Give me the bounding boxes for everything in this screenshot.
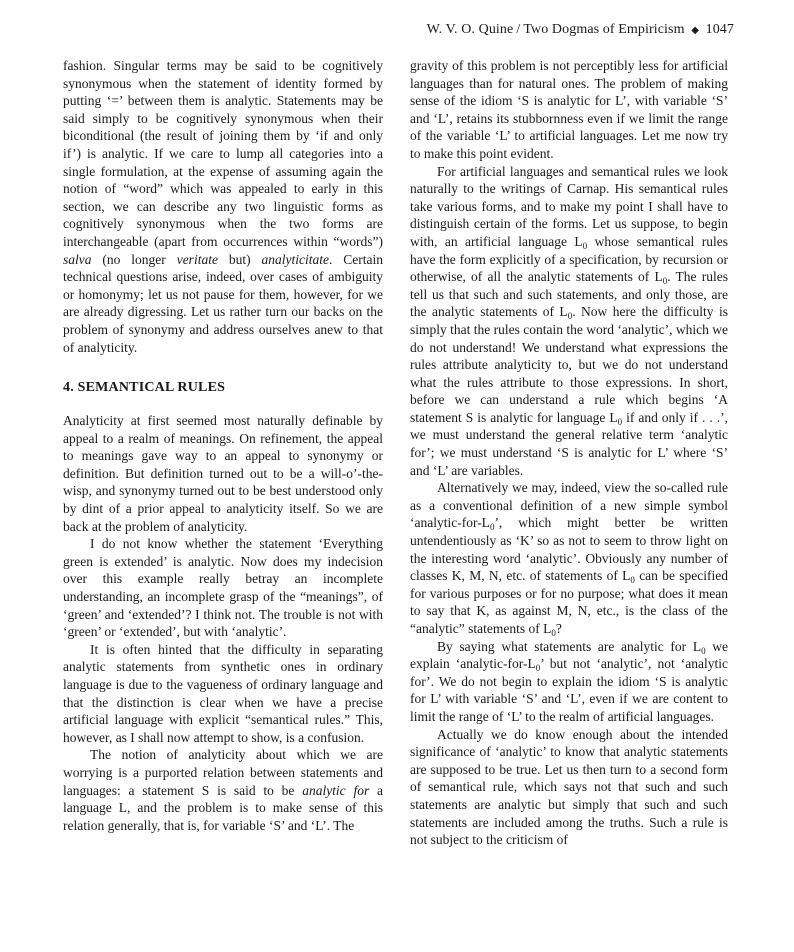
header-title: Two Dogmas of Empiricism [523, 22, 685, 37]
left-column [63, 57, 383, 834]
right-column [410, 57, 728, 849]
paragraph: fashion. Singular terms may be said to be cognitively synonymous when the statement of identity formed by putting ‘=’ between them is analytic. Statements may be said simply to be cognitively synonymous when their biconditional (the result of joining them by ‘if and only if’) is analytic. If we care to lump all categories into a single formulation, at the expense of assuming again the notion of “word” which was appealed to early in this section, we can describe any two linguistic forms as cognitively synonymous when the two forms are interchangeable (apart from occurrences within “words”) salva (no longer veritate but) analyticitate. Certain technical questions arise, indeed, over cases of ambiguity or homonymy; let us not pause for them, however, for we are already digressing. Let us rather turn our backs on the problem of synonymy and address ourselves anew to that of analyticity. [63, 58, 383, 355]
running-header [427, 22, 734, 38]
paragraph: It is often hinted that the difficulty in separating analytic statements from synthetic ones in ordinary language is due to the vagueness of ordinary language and that the distinction is clear when we have a precise artificial language with explicit “semantical rules.” This, however, as I shall now attempt to show, is a confusion. [63, 641, 383, 745]
paragraph: Actually we do know enough about the intended significance of ‘analytic’ to know that analytic statements are supposed to be true. Let us then turn to a second form of semantical rule, which says not that such and such statements are analytic but simply that such and such statements are included among the truths. Such a rule is not subject to the criticism of [410, 726, 728, 848]
section-heading: 4. SEMANTICAL RULES [63, 380, 226, 396]
header-author: W. V. O. Quine [426, 22, 514, 37]
paragraph: I do not know whether the statement ‘Everything green is extended’ is analytic. Now does my indecision over this example really betray an incomplete understanding, an incomplete grasp of the “meanings”, of ‘green’ and ‘extended’? I think not. The trouble is not with ‘green’ or ‘extended’, but with ‘analytic’. [63, 536, 383, 640]
paragraph: gravity of this problem is not perceptibly less for artificial languages than for natural ones. The problem of making sense of the idiom ‘S is analytic for L’, with variable ‘S’ and ‘L’, retains its stubbornness even if we limit the range of the variable ‘L’ to artificial languages. Let me now try to make this point evident. [410, 58, 728, 161]
diamond-icon: ◆ [691, 25, 699, 36]
header-separator: / [516, 22, 521, 37]
paragraph: Analyticity at first seemed most naturally definable by appeal to a realm of meanings. On refinement, the appeal to meanings gave way to an appeal to synonymy or definition. But definition turned out to be a will-o’-the-wisp, and synonymy turned out to be best understood only by dint of a prior appeal to analyticity itself. So we are back at the problem of analyticity. [63, 413, 383, 534]
paragraph: For artificial languages and semantical rules we look naturally to the writings of Carnap. His semantical rules take various forms, and to make my point I shall have to distinguish certain of the forms. Let us suppose, to begin with, an artificial language $L_0$ whose semantical rules have the form explicitly of a specification, by recursion or otherwise, of all the analytic statements of $L_0$. The rules tell us that such and such statements, and only those, are the analytic statements of $L_0$. Now here the difficulty is simply that the rules contain the word ‘analytic’, which we do not understand! We understand what expressions the rules attribute analyticity to, but we do not understand what the rules attribute to those expressions. In short, before we can understand a rule which begins ‘A statement S is analytic for language $L_0$ if and only if . . .’, we must understand the general relative term ‘analytic for’; we must understand ‘S is analytic for L’ where ‘S’ and ‘L’ are variables. [410, 163, 729, 478]
page-number: 1047 [705, 22, 734, 37]
paragraph: By saying what statements are analytic for $L_0$ we explain ‘$analytic-for-L_0$’ but not ‘analytic’, not ‘analytic for’. We do not begin to explain the idiom ‘S is analytic for L’ with variable ‘S’ and ‘L’, even if we are content to limit the range of ‘L’ to the realm of artificial languages. [410, 638, 728, 724]
paragraph: Alternatively we may, indeed, view the so-called rule as a conventional definition of a new simple symbol ‘$analytic-for-L_0$’, which might better be written untendentiously as ‘K’ so as not to seem to throw light on the interesting word ‘analytic’. Obviously any number of classes K, M, N, etc. of statements of $L_0$ can be specified for various purposes or for no purpose; what does it mean to say that K, as against M, N, etc., is the class of the “analytic” statements of $L_0$? [410, 480, 729, 638]
paragraph: The notion of analyticity about which we are worrying is a purported relation between statements and languages: a statement S is said to be analytic for a language L, and the problem is to make sense of this relation generally, that is, for variable ‘S’ and ‘L’. The [63, 747, 383, 833]
